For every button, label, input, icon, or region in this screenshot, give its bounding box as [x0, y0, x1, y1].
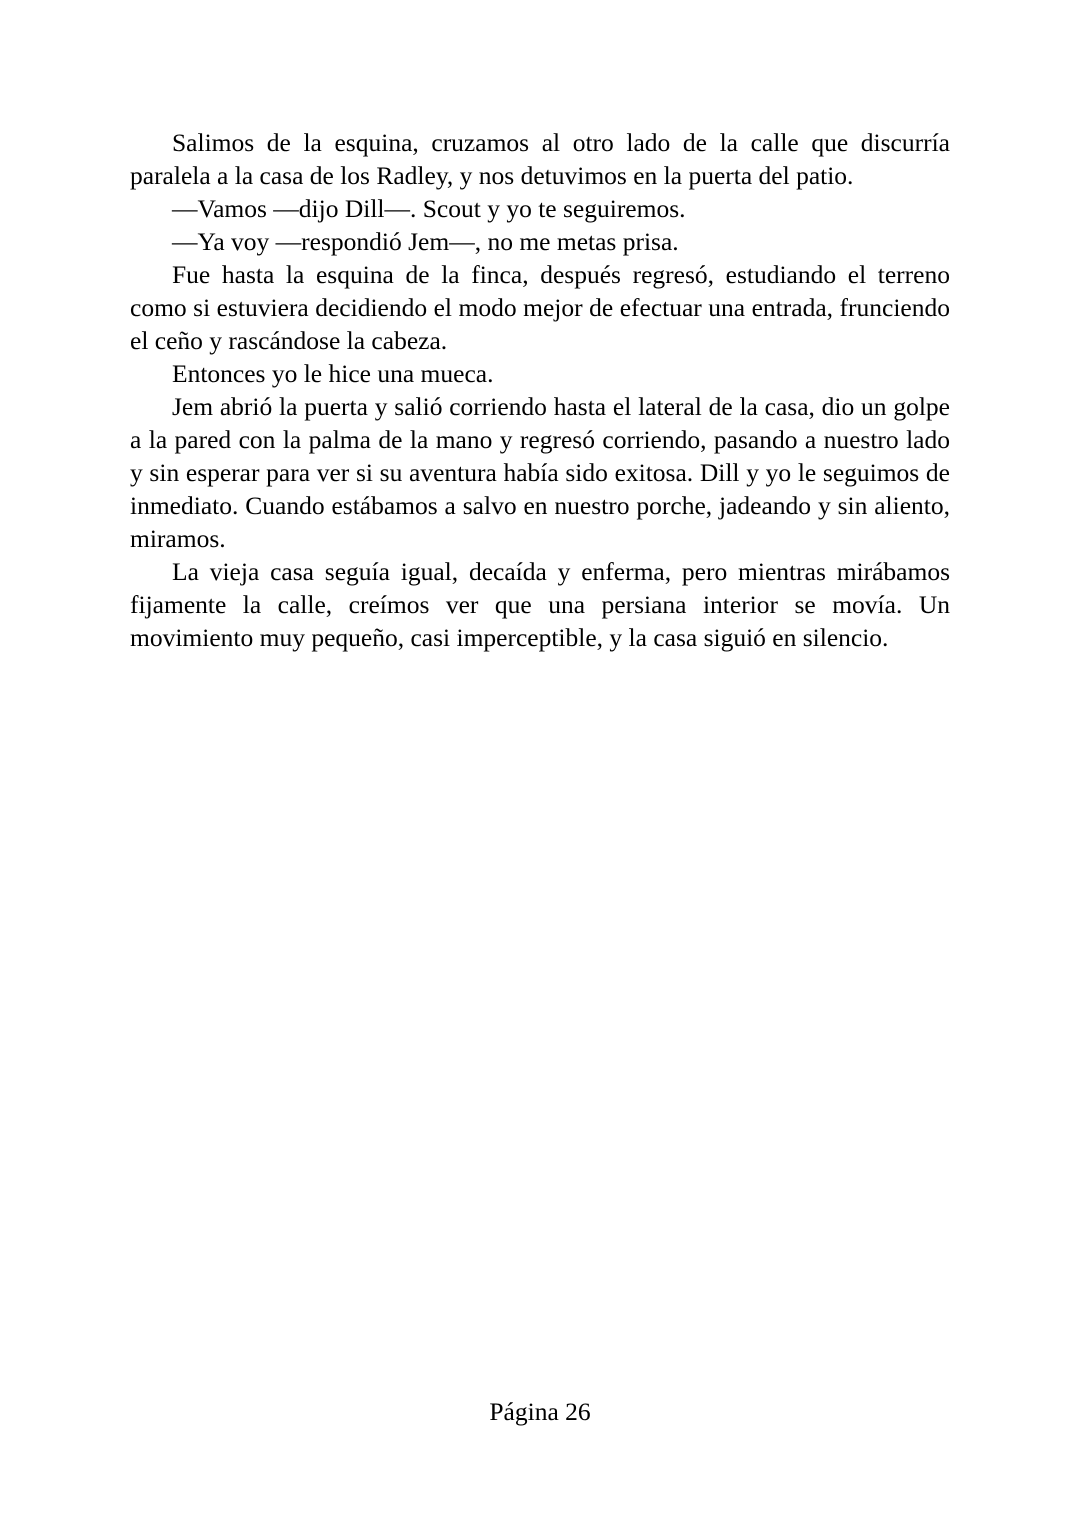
body-text	[130, 126, 950, 654]
paragraph: La vieja casa seguía igual, decaída y enferma, pero mientras mirábamos fijamente la calle, creímos ver que una persiana interior se movía. Un movimiento muy pequeño, casi imperceptible, y la casa siguió en silencio.	[130, 557, 950, 652]
paragraph: Entonces yo le hice una mueca.	[172, 359, 494, 388]
paragraph: Fue hasta la esquina de la finca, después regresó, estudiando el terreno como si estuviera decidiendo el modo mejor de efectuar una entrada, frunciendo el ceño y rascándose la cabeza.	[130, 260, 950, 355]
page-footer: Página 26	[489, 1397, 591, 1426]
paragraph: —Ya voy —respondió Jem—, no me metas prisa.	[172, 227, 679, 256]
paragraph: Jem abrió la puerta y salió corriendo hasta el lateral de la casa, dio un golpe a la pared con la palma de la mano y regresó corriendo, pasando a nuestro lado y sin esperar para ver si su aventura había sido exitosa. Dill y yo le seguimos de inmediato. Cuando estábamos a salvo en nuestro porche, jadeando y sin aliento, miramos.	[130, 392, 950, 553]
paragraph: Salimos de la esquina, cruzamos al otro lado de la calle que discurría paralela a la casa de los Radley, y nos detuvimos en la puerta del patio.	[130, 128, 950, 190]
paragraph: —Vamos —dijo Dill—. Scout y yo te seguiremos.	[172, 194, 686, 223]
